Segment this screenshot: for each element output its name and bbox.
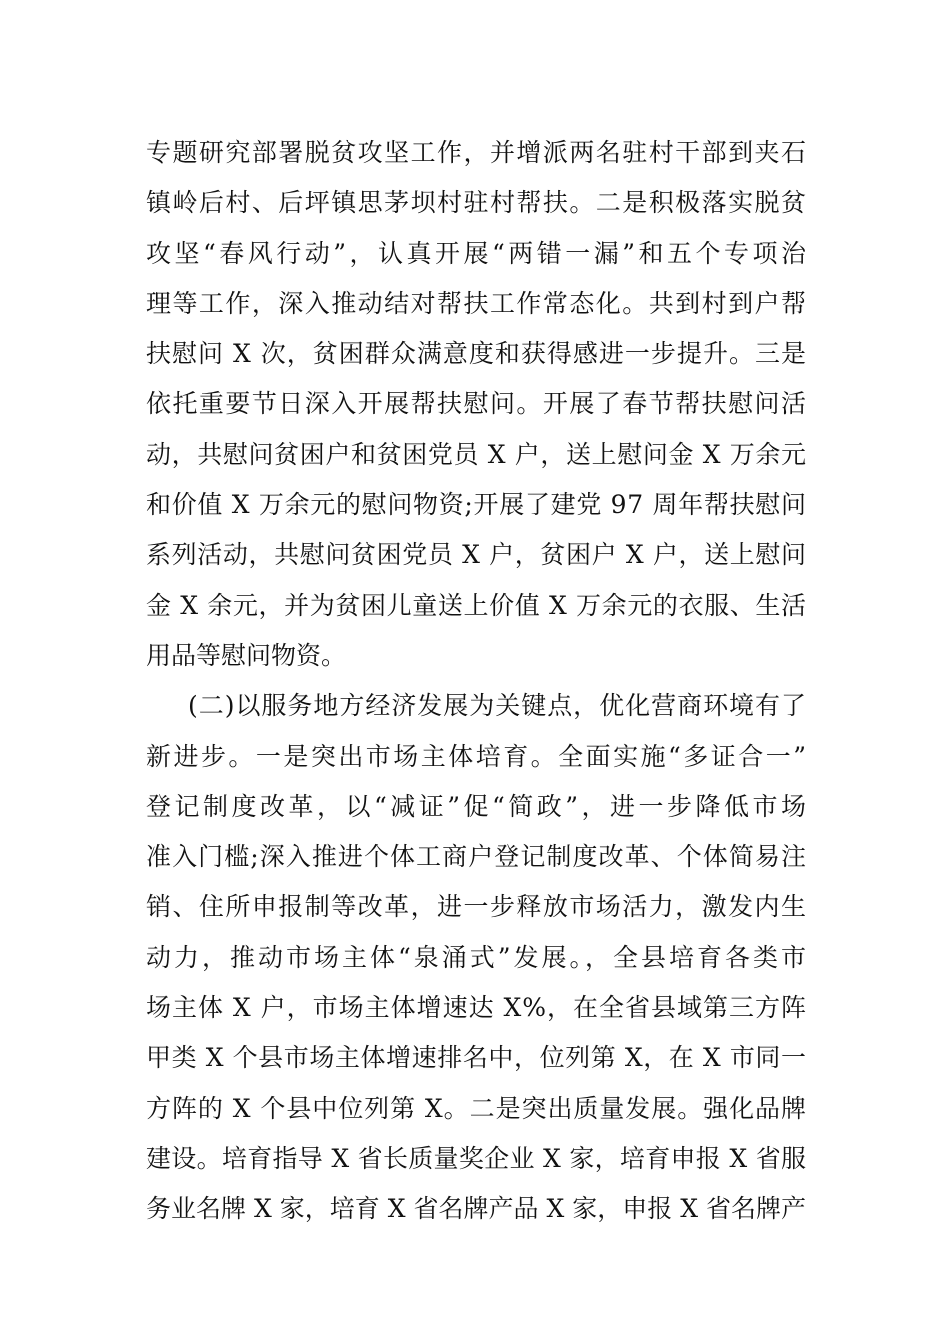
- line-text: 动，共慰问贫困户和贫困党员 X 户，送上慰问金 X 万余元: [146, 439, 807, 469]
- line-text: 动力，推动市场主体“泉涌式”发展。，全县培育各类市: [146, 942, 809, 972]
- text-line: [146, 631, 806, 681]
- text-line: [146, 480, 806, 530]
- line-text: 方阵的 X 个县中位列第 X。二是突出质量发展。强化品牌: [146, 1093, 807, 1123]
- line-text: 扶慰问 X 次，贫困群众满意度和获得感进一步提升。三是: [146, 339, 807, 369]
- line-text: 专题研究部署脱贫攻坚工作，并增派两名驻村干部到夹石: [146, 138, 808, 167]
- line-text: 用品等慰问物资。: [146, 640, 347, 670]
- text-line: [146, 178, 806, 228]
- line-text: 理等工作，深入推动结对帮扶工作常态化。共到村到户帮: [146, 288, 808, 318]
- text-line: [146, 782, 810, 832]
- text-line: [146, 430, 806, 480]
- line-text: 登记制度改革，以“减证”促“简政”，进一步降低市场: [146, 791, 810, 821]
- line-text: 准入门槛;深入推进个体工商户登记制度改革、个体简易注: [146, 842, 808, 872]
- text-line: [146, 882, 806, 932]
- text-line: [146, 581, 806, 631]
- line-text: 镇岭后村、后坪镇思茅坝村驻村帮扶。二是积极落实脱贫: [146, 188, 808, 218]
- text-line: [146, 1184, 806, 1234]
- text-line: [146, 229, 810, 279]
- text-line: [146, 1084, 806, 1134]
- document-body: [146, 128, 810, 1235]
- text-line: [146, 681, 806, 731]
- text-line: [146, 1134, 806, 1184]
- text-line: [146, 1033, 806, 1083]
- text-line: [146, 329, 806, 379]
- line-text: 系列活动，共慰问贫困党员 X 户，贫困户 X 户，送上慰问: [146, 540, 807, 570]
- text-line: [146, 933, 809, 983]
- text-line: [146, 832, 806, 882]
- text-line: [146, 279, 806, 329]
- line-text: 场主体 X 户，市场主体增速达 X%，在全省县域第三方阵: [146, 993, 807, 1023]
- line-text: 甲类 X 个县市场主体增速排名中，位列第 X，在 X 市同一: [146, 1043, 807, 1073]
- line-text: 和价值 X 万余元的慰问物资;开展了建党 97 周年帮扶慰问: [146, 490, 807, 520]
- line-text: (二)以服务地方经济发展为关键点，优化营商环境有了: [188, 691, 807, 721]
- line-text: 建设。培育指导 X 省长质量奖企业 X 家，培育申报 X 省服: [146, 1143, 807, 1173]
- text-line: [146, 530, 806, 580]
- text-line: [146, 732, 809, 782]
- line-text: 攻坚“春风行动”，认真开展“两错一漏”和五个专项治: [146, 238, 810, 268]
- line-text: 新进步。一是突出市场主体培育。全面实施“多证合一”: [146, 741, 809, 771]
- line-text: 务业名牌 X 家，培育 X 省名牌产品 X 家，申报 X 省名牌产: [146, 1194, 806, 1224]
- text-line: [146, 983, 806, 1033]
- line-text: 销、住所申报制等改革，进一步释放市场活力，激发内生: [146, 892, 808, 922]
- text-line: [146, 379, 806, 429]
- line-text: 金 X 余元，并为贫困儿童送上价值 X 万余元的衣服、生活: [146, 590, 807, 620]
- text-line: [146, 128, 806, 178]
- line-text: 依托重要节日深入开展帮扶慰问。开展了春节帮扶慰问活: [146, 389, 808, 419]
